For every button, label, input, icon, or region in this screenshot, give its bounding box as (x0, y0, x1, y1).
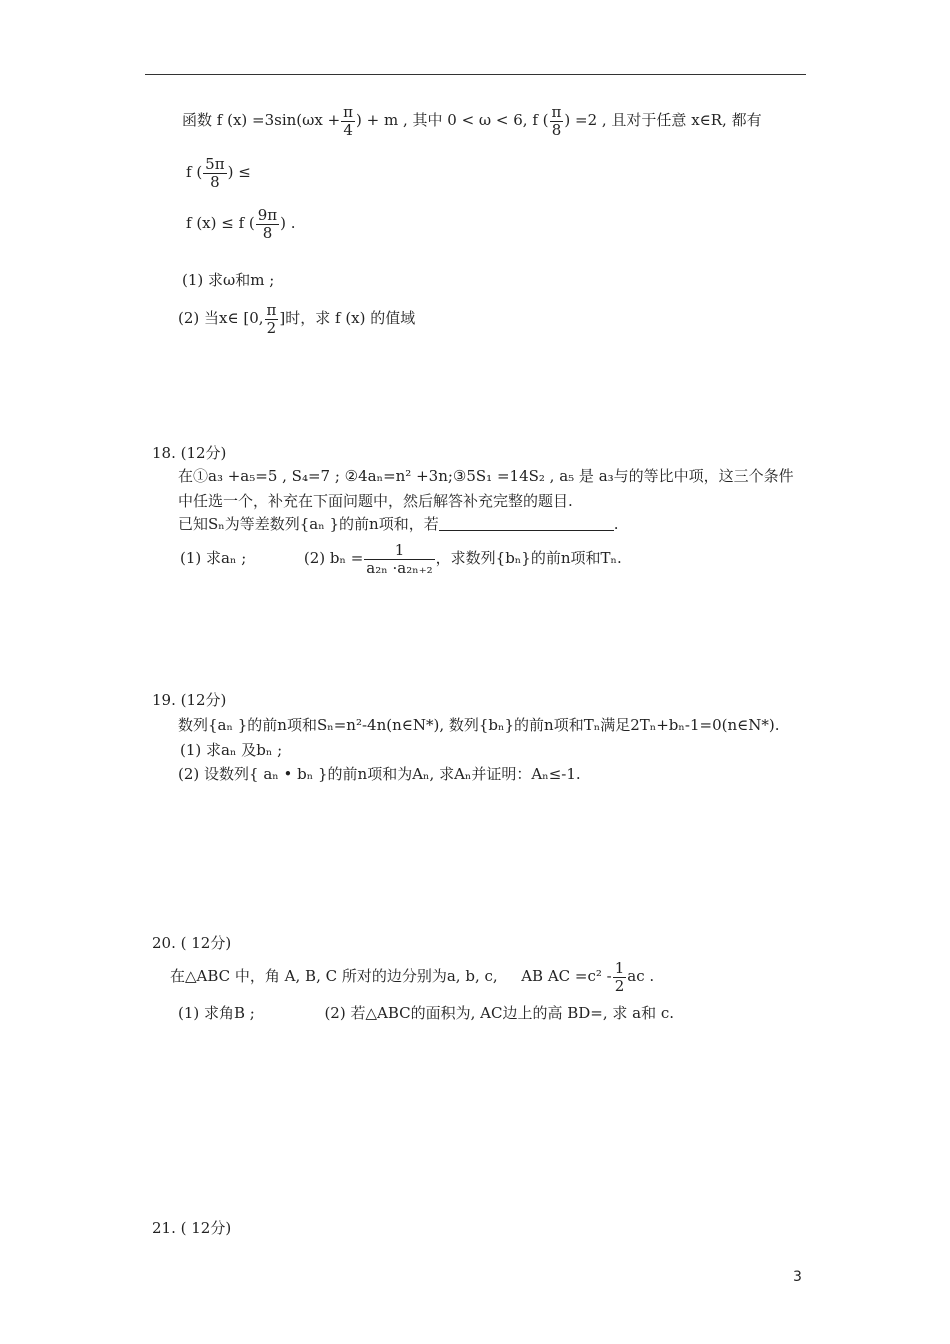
q19-part1: (1) 求aₙ 及bₙ ; (180, 741, 283, 759)
q19-part2: (2) 设数列{ aₙ • bₙ }的前n项和为Aₙ, 求Aₙ并证明：Aₙ≤-1. (178, 765, 581, 783)
q18-part1: (1) 求aₙ ; (180, 549, 247, 567)
fraction: $\frac{\pi}{4}$ (343, 103, 354, 139)
q19-line1: 数列{aₙ }的前n项和Sₙ=n²-4n(n∈N*), 数列{bₙ}的前n项和Tₙ满足2Tₙ+bₙ-1=0(n∈N*). (178, 716, 780, 734)
fraction: $\frac{5\pi}{8}$ (205, 155, 225, 191)
q21-header: 21. ( 12分) (152, 1219, 232, 1237)
q18-line1: 在①a₃ +a₅=5 , S₄=7 ; ②4aₙ=n² +3n;③5S₁ =14S₂ , a₅ 是 a₃与的等比中项，这三个条件 (178, 467, 794, 485)
q17-part1: (1) 求ω和m ; (182, 271, 275, 289)
answer-blank (439, 516, 614, 531)
page-number: 3 (793, 1269, 802, 1285)
q20-part2: (2) 若△ABC的面积为, AC边上的高 BD=, 求 a和 c. (324, 1004, 675, 1022)
q20-parts (178, 1004, 674, 1022)
q20-line1: 在△ABC 中，角 A, B, C 所对的边分别为a, b, c, AB AC =c² - $\frac{1}{2}$ ac . (170, 959, 655, 995)
fraction: $\frac{1}{2}$ (614, 959, 625, 995)
q20-header: 20. ( 12分) (152, 934, 232, 952)
fraction: $\frac{9\pi}{8}$ (257, 206, 278, 242)
fraction: $\frac{1}{\text{a₂ₙ ·a₂ₙ₊₂}}$ (366, 541, 433, 577)
q18-parts (180, 542, 622, 576)
q19-header: 19. (12分) (152, 691, 227, 709)
q20-part1: (1) 求角B ; (178, 1004, 255, 1022)
fraction: $\frac{\pi}{2}$ (266, 301, 277, 337)
q18-part2-tail: ，求数列{bₙ}的前n项和Tₙ. (435, 549, 622, 567)
q18-line3: 已知Sₙ为等差数列{aₙ }的前n项和，若 . (178, 515, 619, 533)
q17-line2: f ( $\frac{5\pi}{8}$ ) ≤ (186, 155, 251, 191)
fraction: $\frac{\pi}{8}$ (551, 103, 562, 139)
q17-part2: (2) 当x∈ [0, $\frac{\pi}{2}$ ]时，求 f (x) 的值域 (178, 301, 416, 337)
q17-line1: 函数 f (x) =3sin(ωx + $\frac{\pi}{4}$ ) + m , 其中 0 < ω < 6, f ( $\frac{\pi}{8}$ ) =2 , 且对于任意 x∈R, 都有 (182, 103, 762, 139)
q18-line2: 中任选一个，补充在下面问题中，然后解答补充完整的题目. (178, 492, 573, 510)
header-rule (145, 74, 806, 75)
q18-part2-lead: (2) bₙ = (303, 549, 364, 567)
q18-header: 18. (12分) (152, 444, 227, 462)
q17-line3: f (x) ≤ f ( $\frac{9\pi}{8}$ ) . (186, 206, 296, 242)
